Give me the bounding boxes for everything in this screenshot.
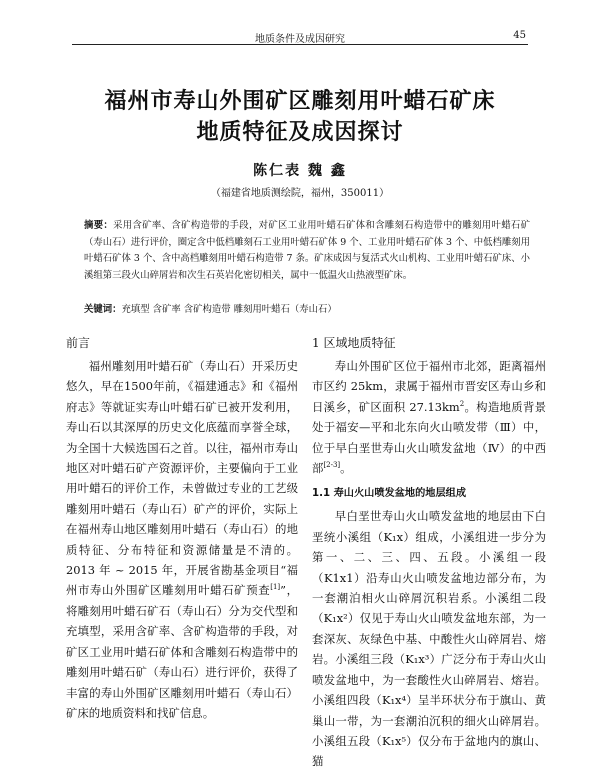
subsection-heading-1-1: 1.1 寿山火山喷发盆地的地层组成 <box>312 488 467 500</box>
citation: [2-3] <box>323 461 341 470</box>
article-title <box>0 86 600 148</box>
affiliation: （福建省地质测绘院，福州，350011） <box>210 188 390 199</box>
keywords-label: 关键词： <box>84 304 122 315</box>
title-line-1: 福州市寿山外围矿区雕刻用叶蜡石矿床 <box>104 89 496 114</box>
keywords <box>84 302 530 318</box>
intro-text: 福州雕刻用叶蜡石矿（寿山石）开采历史悠久，早在1500年前，《福建通志》和《福州府志》等就证实寿山叶蜡石矿已被开发利用，寿山石以其深厚的历史文化底蕴而享誉全球，为全国十大候选国石之首。以往，福州市寿山地区对叶蜡石矿产资源评价，主要偏向于工业用叶蜡石的评价工作，未曾做过专业的工艺级雕刻用叶蜡石（寿山石）矿产的评价，实际上在福州寿山地区雕刻用叶蜡石（寿山石）的地质特征、分布特征和资源储量是不清的。2013 年 ~ 2015 年，开展省勘基金项目“福州市寿山外围矿区雕刻用叶蜡石矿预查 <box>66 359 298 598</box>
section-1-text-b: 。构造地质背景处于福安—平和北东向火山喷发带（Ⅲ）中，位于早白垩世寿山火山喷发盆地（Ⅳ）的中西部 <box>312 399 546 476</box>
intro-paragraph <box>66 356 298 723</box>
running-head <box>0 30 600 44</box>
subsection-paragraph: 早白垩世寿山火山喷发盆地的地层由下白垩统小溪组（K₁x）组成，小溪组进一步分为第一、二、三、四、五段。小溪组一段（K1x1）沿寿山火山喷发盆地边部分布，为一套潮泊相火山碎屑沉积岩系。小溪组二段（K₁x²）仅见于寿山火山喷发盆地东部，为一套深灰、灰绿色中基、中酸性火山碎屑岩、熔岩。小溪组三段（K₁x³）广泛分布于寿山火山喷发盆地中，为一套酸性火山碎屑岩、熔岩。小溪组四段（K₁x⁴）呈半环状分布于旗山、黄巢山一带，为一套潮泊沉积的细火山碎屑岩。小溪组五段（K₁x⁵）仅分布于盆地内的旗山、猫 <box>312 509 546 769</box>
section-1-text-c: 。 <box>340 461 352 476</box>
left-column <box>66 332 298 723</box>
authors: 陈仁表 魏 鑫 <box>253 163 347 179</box>
page-number: 45 <box>513 30 526 41</box>
header-rule <box>72 44 528 45</box>
intro-text-end: ”，将雕刻用叶蜡石矿石（寿山石）分为交代型和充填型，采用含矿率、含矿构造带的手段，对矿区工业用叶蜡石矿体和含雕刻石构造带中的雕刻用叶蜡石矿（寿山石）进行评价，获得了丰富的寿山外围矿区雕刻用叶蜡石（寿山石）矿床的地质资料和找矿信息。 <box>66 583 298 720</box>
abstract-text: 采用含矿率、含矿构造带的手段，对矿区工业用叶蜡石矿体和含雕刻石构造带中的雕刻用叶蜡石矿（寿山石）进行评价，圈定含中低档雕刻石工业用叶蜡石矿体 9 个、工业用叶蜡石矿体 3 个、中低档雕刻用叶蜡石矿体 3 个、含中高档雕刻用叶蜡石构造带 7 条。矿床成因与复活式火山机构、工业用叶蜡石矿床、小溪组第三段火山碎屑岩和次生石英岩化密切相关，属中一低温火山热液型矿床。 <box>84 220 530 281</box>
running-head-title: 地质条件及成因研究 <box>255 34 345 45</box>
keywords-text: 充填型 含矿率 含矿构造带 雕刻用叶蜡石（寿山石） <box>121 304 337 315</box>
section-heading-intro: 前言 <box>66 336 91 350</box>
citation: [1] <box>270 583 281 592</box>
title-line-2: 地质特征及成因探讨 <box>196 120 404 145</box>
section-1-text-a: 寿山外围矿区位于福州市北郊，距离福州市区约 25km，隶属于福州市晋安区寿山乡和日溪乡，矿区面积 27.13km <box>312 359 546 414</box>
right-column <box>312 332 546 772</box>
superscript: 2 <box>459 400 465 409</box>
abstract-label: 摘要： <box>84 220 114 231</box>
section-1-paragraph <box>312 356 546 478</box>
section-heading-1: 1 区域地质特征 <box>312 336 396 350</box>
abstract <box>84 218 530 284</box>
